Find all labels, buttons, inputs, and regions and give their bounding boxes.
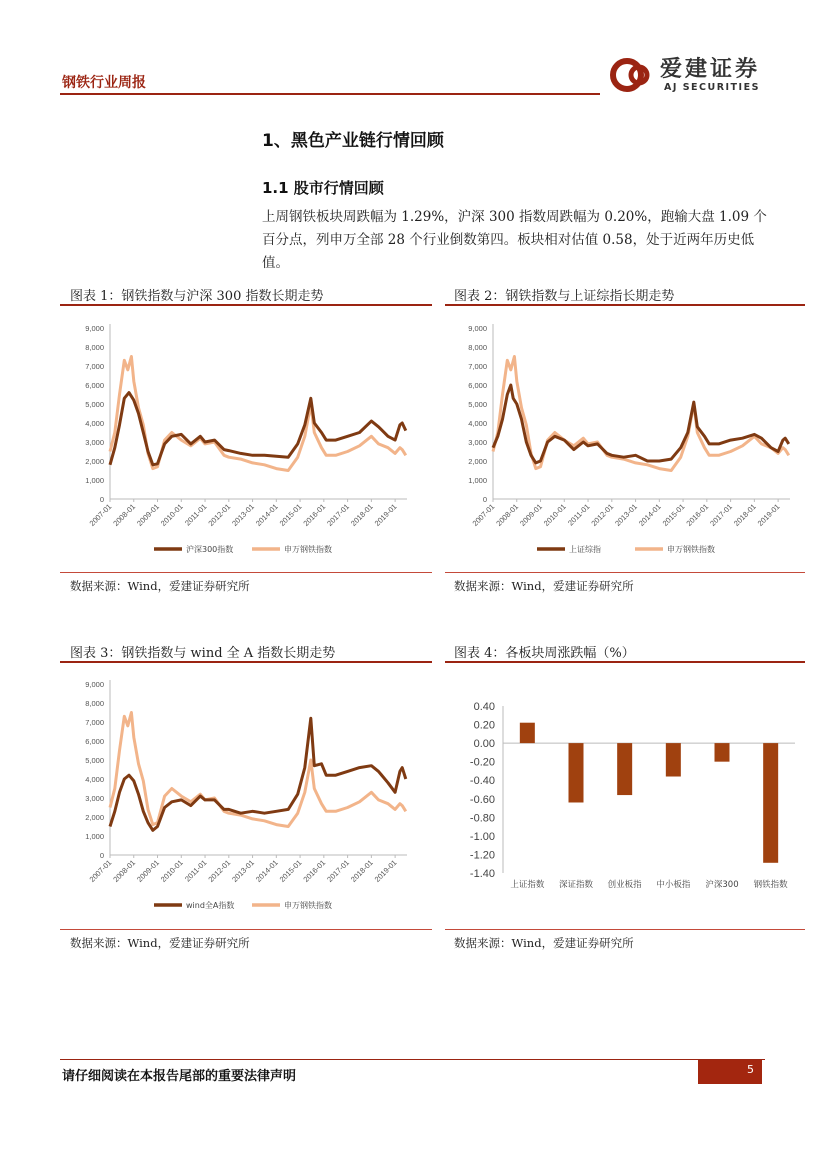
x-tick-label: 2019-01 (755, 502, 782, 528)
series-line-primary (110, 718, 406, 830)
x-tick-label: 2011-01 (566, 502, 592, 528)
y-tick-label: 5,000 (85, 756, 104, 765)
y-tick-label: 8,000 (85, 699, 104, 708)
x-tick-label: 2016-01 (301, 502, 328, 528)
x-tick-label: 2015-01 (277, 502, 304, 528)
figure-3-bottom-rule (60, 929, 432, 930)
y-tick-label: -0.60 (469, 793, 495, 806)
y-tick-label: 0 (99, 851, 104, 860)
series-line-steel (110, 357, 406, 471)
x-tick-label: 2019-01 (372, 502, 399, 528)
y-tick-label: 2,000 (85, 457, 104, 466)
x-tick-label: 2014-01 (253, 502, 280, 528)
x-tick-label: 2013-01 (230, 502, 256, 528)
category-label: 深证指数 (558, 880, 594, 890)
summary-paragraph: 上周钢铁板块周跌幅为 1.29%，沪深 300 指数周跌幅为 0.20%，跑输大盘 1.09 个百分点，列申万全部 28 个行业倒数第四。板块相对估值 0.58，处于近两年历史低值。 (262, 209, 767, 271)
y-tick-label: 0.20 (473, 719, 495, 732)
x-tick-label: 2011-01 (183, 502, 209, 528)
y-tick-label: 7,000 (85, 362, 104, 371)
figure-4-bottom-rule (445, 929, 805, 930)
header-divider (60, 93, 600, 95)
legend-label: 申万钢铁指数 (667, 545, 715, 554)
y-tick-label: 2,000 (468, 457, 487, 466)
x-tick-label: 2010-01 (158, 502, 185, 528)
legend-label: 沪深300指数 (186, 545, 234, 554)
x-tick-label: 2007-01 (87, 858, 114, 884)
series-line-primary (110, 393, 406, 465)
y-tick-label: 1,000 (85, 476, 104, 485)
x-tick-label: 2007-01 (87, 502, 114, 528)
subsection-heading: 1.1 股市行情回顾 (262, 179, 384, 197)
y-tick-label: 7,000 (85, 718, 104, 727)
figure-2-top-rule (445, 304, 805, 306)
y-tick-label: 1,000 (85, 832, 104, 841)
x-tick-label: 2007-01 (470, 502, 497, 528)
x-tick-label: 2013-01 (613, 502, 639, 528)
category-label: 中小板指 (656, 880, 691, 890)
logo-mark-icon (610, 56, 656, 94)
figure-3-source: 数据来源：Wind，爱建证券研究所 (70, 936, 250, 950)
figure-3-line-chart (62, 668, 432, 923)
y-tick-label: 3,000 (85, 794, 104, 803)
footer-divider (60, 1059, 765, 1060)
figure-1-bottom-rule (60, 572, 432, 573)
category-label: 沪深300 (705, 880, 739, 890)
y-tick-label: 8,000 (85, 343, 104, 352)
y-tick-label: -1.40 (469, 868, 495, 880)
x-tick-label: 2014-01 (636, 502, 663, 528)
figure-1-title: 图表 1：钢铁指数与沪深 300 指数长期走势 (70, 289, 324, 304)
figure-2-title: 图表 2：钢铁指数与上证综指长期走势 (454, 289, 675, 304)
figure-1-top-rule (60, 304, 432, 306)
y-tick-label: 6,000 (468, 381, 487, 390)
x-tick-label: 2019-01 (372, 858, 399, 884)
footer-disclaimer: 请仔细阅读在本报告尾部的重要法律声明 (62, 1069, 297, 1084)
figure-2-line-chart (445, 312, 805, 567)
y-tick-label: 9,000 (468, 324, 487, 333)
series-line-steel (493, 357, 789, 471)
y-tick-label: -0.40 (469, 775, 495, 788)
company-logo (610, 56, 770, 96)
bar-5 (763, 743, 778, 863)
bar-0 (520, 723, 535, 743)
y-tick-label: 6,000 (85, 381, 104, 390)
y-tick-label: 5,000 (85, 400, 104, 409)
x-tick-label: 2010-01 (158, 858, 185, 884)
y-tick-label: 8,000 (468, 343, 487, 352)
legend-label: 上证综指 (569, 545, 601, 554)
series-line-primary (493, 385, 789, 463)
x-tick-label: 2012-01 (589, 502, 616, 528)
x-tick-label: 2013-01 (230, 858, 256, 884)
y-tick-label: 2,000 (85, 813, 104, 822)
x-tick-label: 2018-01 (348, 858, 375, 884)
y-tick-label: -0.20 (469, 756, 495, 769)
x-tick-label: 2018-01 (348, 502, 375, 528)
report-category: 钢铁行业周报 (62, 75, 146, 91)
y-tick-label: 4,000 (468, 419, 487, 428)
x-tick-label: 2012-01 (206, 502, 233, 528)
x-tick-label: 2009-01 (135, 502, 161, 528)
x-tick-label: 2011-01 (183, 858, 209, 884)
bar-2 (617, 743, 632, 795)
x-tick-label: 2017-01 (325, 858, 352, 884)
page-number: 5 (698, 1060, 762, 1084)
legend-label: wind全A指数 (186, 901, 235, 910)
y-tick-label: 3,000 (85, 438, 104, 447)
y-tick-label: 0 (99, 495, 104, 504)
x-tick-label: 2017-01 (708, 502, 735, 528)
series-line-steel (110, 713, 406, 827)
legend-label: 申万钢铁指数 (284, 545, 332, 554)
category-label: 钢铁指数 (753, 880, 788, 890)
figure-1-line-chart (62, 312, 432, 567)
x-tick-label: 2008-01 (111, 502, 138, 528)
y-tick-label: 0.40 (473, 701, 495, 713)
x-tick-label: 2017-01 (325, 502, 352, 528)
x-tick-label: 2016-01 (301, 858, 328, 884)
y-tick-label: 1,000 (468, 476, 487, 485)
figure-4-title: 图表 4：各板块周涨跌幅（%） (454, 646, 635, 661)
logo-chinese-text: 爱建证券 (660, 56, 761, 82)
x-tick-label: 2015-01 (277, 858, 304, 884)
x-tick-label: 2016-01 (684, 502, 711, 528)
y-tick-label: -1.20 (469, 849, 495, 862)
legend-label: 申万钢铁指数 (284, 901, 332, 910)
bar-1 (569, 743, 584, 802)
x-tick-label: 2008-01 (111, 858, 138, 884)
x-tick-label: 2014-01 (253, 858, 280, 884)
figure-3-top-rule (60, 661, 432, 663)
x-tick-label: 2015-01 (660, 502, 687, 528)
figure-4-bar-chart (445, 668, 805, 923)
y-tick-label: 6,000 (85, 737, 104, 746)
y-tick-label: 9,000 (85, 680, 104, 689)
x-tick-label: 2012-01 (206, 858, 233, 884)
y-tick-label: 3,000 (468, 438, 487, 447)
y-tick-label: 4,000 (85, 775, 104, 784)
y-tick-label: 7,000 (468, 362, 487, 371)
y-tick-label: 0.00 (473, 738, 495, 751)
x-tick-label: 2009-01 (518, 502, 544, 528)
bar-3 (666, 743, 681, 776)
x-tick-label: 2009-01 (135, 858, 161, 884)
x-tick-label: 2008-01 (494, 502, 521, 528)
figure-3-title: 图表 3：钢铁指数与 wind 全 A 指数长期走势 (70, 646, 336, 661)
y-tick-label: 5,000 (468, 400, 487, 409)
figure-1-source: 数据来源：Wind，爱建证券研究所 (70, 579, 250, 593)
y-tick-label: 0 (482, 495, 487, 504)
x-tick-label: 2010-01 (541, 502, 568, 528)
section-heading: 1、黑色产业链行情回顾 (262, 131, 444, 151)
logo-english-text: AJ SECURITIES (664, 82, 760, 93)
bar-4 (715, 743, 730, 762)
figure-4-source: 数据来源：Wind，爱建证券研究所 (454, 936, 634, 950)
figure-2-source: 数据来源：Wind，爱建证券研究所 (454, 579, 634, 593)
category-label: 上证指数 (510, 880, 545, 890)
y-tick-label: 4,000 (85, 419, 104, 428)
x-tick-label: 2018-01 (731, 502, 758, 528)
y-tick-label: -0.80 (469, 812, 495, 825)
y-tick-label: 9,000 (85, 324, 104, 333)
figure-2-bottom-rule (445, 572, 805, 573)
figure-4-top-rule (445, 661, 805, 663)
y-tick-label: -1.00 (469, 830, 495, 843)
category-label: 创业板指 (607, 880, 642, 890)
